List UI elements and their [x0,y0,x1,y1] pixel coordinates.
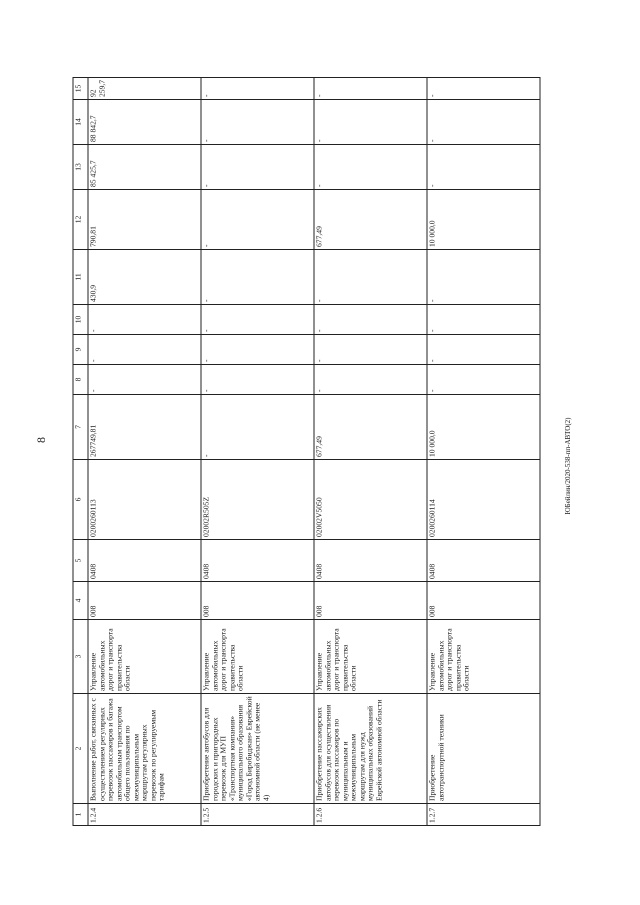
value-2019: 677,49 [314,190,427,250]
measure-number: 1.2.7 [427,804,540,826]
value-2020: - [427,145,540,190]
value-2015: - [201,365,314,395]
value-2021: - [427,100,540,145]
total-value: 10 000,0 [427,395,540,460]
measure-name: Приобретение пассажирских автобусов для осуществления перевозок пассажиров по муниципальным и межмуниципальным маршрутам для нужд муниципальных образований Еврейской автономной области [314,694,427,804]
rzpr-code: 0408 [427,540,540,582]
measure-name: Выполнение работ, связанных с осуществлением регулярных перевозок пассажиров и багажа автомобильным транспортом общего пользования по межмуниципальным маршрутам регулярных перевозок по регулируемым тарифам [88,694,201,804]
value-2020: - [314,145,427,190]
executor: Управление автомобильных дорог и транспорта правительства области [201,620,314,694]
value-2022: - [201,78,314,100]
value-2015: - [427,365,540,395]
measure-name: Приобретение автобусов для городских и пригородных перевозок для МУП «Транспортная компания» муниципального образования «Город Биробиджан» Еврейской автономной области (не менее 4) [201,694,314,804]
col-header: 2 [73,694,88,804]
value-2022: - [427,78,540,100]
page-number: 8 [34,437,48,443]
col-header: 5 [73,540,88,582]
rzpr-code: 0408 [88,540,201,582]
value-2018: 430,9 [88,250,201,305]
value-2021: 88 842,7 [88,100,201,145]
table-row [88,78,201,826]
value-2020: 85 425,7 [88,145,201,190]
table-row [314,78,427,826]
measure-number: 1.2.5 [201,804,314,826]
value-2018: - [427,250,540,305]
col-header: 12 [73,190,88,250]
col-header: 14 [73,100,88,145]
value-2016: - [88,335,201,365]
value-2021: - [201,100,314,145]
value-2017: - [427,305,540,335]
rzpr-code: 0408 [201,540,314,582]
col-header: 1 [73,804,88,826]
value-2018: - [314,250,427,305]
value-2020: - [201,145,314,190]
value-2021: - [314,100,427,145]
executor: Управление автомобильных дорог и транспорта правительства области [88,620,201,694]
measure-number: 1.2.4 [88,804,201,826]
col-header: 15 [73,78,88,100]
col-header: 4 [73,582,88,620]
col-header: 6 [73,460,88,540]
table-row [427,78,540,826]
grbs-code: 008 [427,582,540,620]
value-2018: - [201,250,314,305]
value-2019: 10 000,0 [427,190,540,250]
col-header: 11 [73,250,88,305]
measure-name: Приобретение автотранспортной техники [427,694,540,804]
value-2022: 92 259,7 [88,78,201,100]
document-code: ЮБейлин/2020-538-пп-АВТО(2) [564,417,572,515]
value-2022: - [314,78,427,100]
executor: Управление автомобильных дорог и транспорта правительства области [427,620,540,694]
executor: Управление автомобильных дорог и транспорта правительства области [314,620,427,694]
rzpr-code: 0408 [314,540,427,582]
total-value: - [201,395,314,460]
col-header: 13 [73,145,88,190]
value-2019: - [201,190,314,250]
col-header: 10 [73,305,88,335]
csr-code: 02002R505Z [201,460,314,540]
value-2015: - [88,365,201,395]
value-2017: - [201,305,314,335]
grbs-code: 008 [314,582,427,620]
csr-code: 0200260114 [427,460,540,540]
value-2016: - [427,335,540,365]
col-header: 3 [73,620,88,694]
value-2017: - [314,305,427,335]
value-2015: - [314,365,427,395]
value-2017: - [88,305,201,335]
total-value: 267749,81 [88,395,201,460]
value-2019: 790,81 [88,190,201,250]
csr-code: 02002V5050 [314,460,427,540]
col-header: 9 [73,335,88,365]
header-row [73,78,88,826]
col-header: 7 [73,395,88,460]
program-measures-table [73,77,541,826]
col-header: 8 [73,365,88,395]
measure-number: 1.2.6 [314,804,427,826]
value-2016: - [314,335,427,365]
grbs-code: 008 [201,582,314,620]
table-row [201,78,314,826]
grbs-code: 008 [88,582,201,620]
csr-code: 0200260113 [88,460,201,540]
total-value: 677,49 [314,395,427,460]
value-2016: - [201,335,314,365]
rotated-table-container [73,78,568,826]
